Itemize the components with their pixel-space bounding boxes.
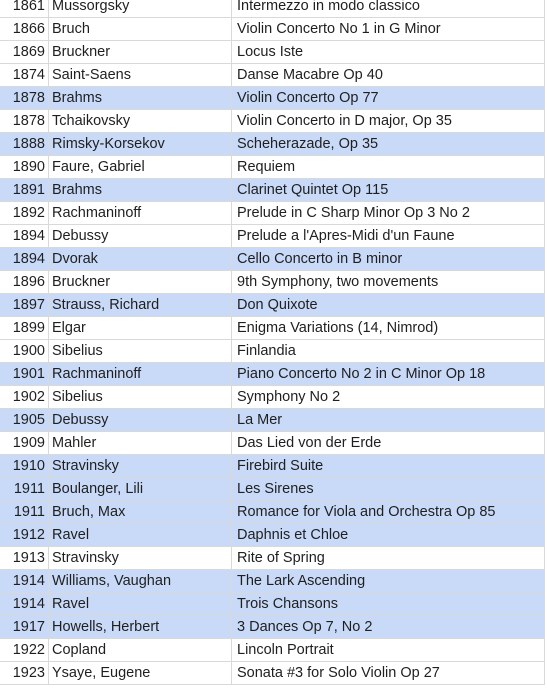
work-cell[interactable]: Intermezzo in modo classico [232, 0, 545, 17]
year-cell[interactable]: 1902 [0, 386, 49, 408]
table-row [0, 340, 545, 363]
year-cell[interactable]: 1869 [0, 41, 49, 63]
composer-cell[interactable]: Dvorak [49, 248, 232, 270]
composer-cell[interactable]: Mahler [49, 432, 232, 454]
composer-cell[interactable]: Stravinsky [49, 455, 232, 477]
year-cell[interactable]: 1899 [0, 317, 49, 339]
composer-cell[interactable]: Brahms [49, 87, 232, 109]
work-cell[interactable]: The Lark Ascending [232, 570, 545, 592]
work-cell[interactable]: Finlandia [232, 340, 545, 362]
composer-cell[interactable]: Saint-Saens [49, 64, 232, 86]
composer-cell[interactable]: Brahms [49, 179, 232, 201]
table-row [0, 363, 545, 386]
year-cell[interactable]: 1878 [0, 110, 49, 132]
composer-cell[interactable]: Bruckner [49, 271, 232, 293]
composer-cell[interactable]: Boulanger, Lili [49, 478, 232, 500]
year-cell[interactable]: 1914 [0, 593, 49, 615]
year-cell[interactable]: 1911 [0, 478, 49, 500]
table-row [0, 662, 545, 685]
work-cell[interactable]: Requiem [232, 156, 545, 178]
year-cell[interactable]: 1894 [0, 248, 49, 270]
work-cell[interactable]: Don Quixote [232, 294, 545, 316]
table-row [0, 87, 545, 110]
work-cell[interactable]: Daphnis et Chloe [232, 524, 545, 546]
table-row [0, 478, 545, 501]
year-cell[interactable]: 1923 [0, 662, 49, 684]
year-cell[interactable]: 1912 [0, 524, 49, 546]
work-cell[interactable]: Das Lied von der Erde [232, 432, 545, 454]
work-cell[interactable]: Les Sirenes [232, 478, 545, 500]
composer-cell[interactable]: Bruch [49, 18, 232, 40]
table-row [0, 547, 545, 570]
table-row [0, 248, 545, 271]
work-cell[interactable]: Romance for Viola and Orchestra Op 85 [232, 501, 545, 523]
year-cell[interactable]: 1878 [0, 87, 49, 109]
year-cell[interactable]: 1909 [0, 432, 49, 454]
composer-cell[interactable]: Williams, Vaughan [49, 570, 232, 592]
table-row [0, 570, 545, 593]
year-cell[interactable]: 1890 [0, 156, 49, 178]
composer-cell[interactable]: Copland [49, 639, 232, 661]
composer-cell[interactable]: Ravel [49, 593, 232, 615]
table-row [0, 639, 545, 662]
work-cell[interactable]: Clarinet Quintet Op 115 [232, 179, 545, 201]
table-row [0, 593, 545, 616]
composer-cell[interactable]: Howells, Herbert [49, 616, 232, 638]
table-row [0, 455, 545, 478]
work-cell[interactable]: Violin Concerto in D major, Op 35 [232, 110, 545, 132]
table-row [0, 432, 545, 455]
table-row [0, 0, 545, 18]
composer-cell[interactable]: Mussorgsky [49, 0, 232, 17]
composer-cell[interactable]: Debussy [49, 409, 232, 431]
table-row [0, 317, 545, 340]
work-cell[interactable]: Locus Iste [232, 41, 545, 63]
year-cell[interactable]: 1913 [0, 547, 49, 569]
composer-cell[interactable]: Rachmaninoff [49, 202, 232, 224]
table-row [0, 294, 545, 317]
table-row [0, 133, 545, 156]
table-row [0, 64, 545, 87]
table-row [0, 409, 545, 432]
composer-cell[interactable]: Faure, Gabriel [49, 156, 232, 178]
table-row [0, 616, 545, 639]
work-cell[interactable]: 9th Symphony, two movements [232, 271, 545, 293]
work-cell[interactable]: Prelude in C Sharp Minor Op 3 No 2 [232, 202, 545, 224]
year-cell[interactable]: 1891 [0, 179, 49, 201]
composer-cell[interactable]: Debussy [49, 225, 232, 247]
year-cell[interactable]: 1922 [0, 639, 49, 661]
composer-cell[interactable]: Sibelius [49, 340, 232, 362]
work-cell[interactable]: Trois Chansons [232, 593, 545, 615]
composer-cell[interactable]: Bruckner [49, 41, 232, 63]
composer-cell[interactable]: Bruch, Max [49, 501, 232, 523]
composer-cell[interactable]: Tchaikovsky [49, 110, 232, 132]
work-cell[interactable]: Scheherazade, Op 35 [232, 133, 545, 155]
composer-cell[interactable]: Strauss, Richard [49, 294, 232, 316]
year-cell[interactable]: 1861 [0, 0, 49, 17]
year-cell[interactable]: 1874 [0, 64, 49, 86]
work-cell[interactable]: Violin Concerto Op 77 [232, 87, 545, 109]
table-row [0, 225, 545, 248]
work-cell[interactable]: La Mer [232, 409, 545, 431]
table-row [0, 202, 545, 225]
work-cell[interactable]: Enigma Variations (14, Nimrod) [232, 317, 545, 339]
table-row [0, 501, 545, 524]
year-cell[interactable]: 1897 [0, 294, 49, 316]
year-cell[interactable]: 1866 [0, 18, 49, 40]
table-row [0, 179, 545, 202]
year-cell[interactable]: 1894 [0, 225, 49, 247]
composer-cell[interactable]: Rachmaninoff [49, 363, 232, 385]
work-cell[interactable]: Symphony No 2 [232, 386, 545, 408]
work-cell[interactable]: Danse Macabre Op 40 [232, 64, 545, 86]
year-cell[interactable]: 1914 [0, 570, 49, 592]
work-cell[interactable]: Rite of Spring [232, 547, 545, 569]
work-cell[interactable]: Firebird Suite [232, 455, 545, 477]
work-cell[interactable]: Cello Concerto in B minor [232, 248, 545, 270]
year-cell[interactable]: 1905 [0, 409, 49, 431]
composer-cell[interactable]: Ravel [49, 524, 232, 546]
composer-cell[interactable]: Rimsky-Korsekov [49, 133, 232, 155]
table-row [0, 41, 545, 64]
year-cell[interactable]: 1892 [0, 202, 49, 224]
table-row [0, 18, 545, 41]
year-cell[interactable]: 1901 [0, 363, 49, 385]
work-cell[interactable]: Sonata #3 for Solo Violin Op 27 [232, 662, 545, 684]
year-cell[interactable]: 1917 [0, 616, 49, 638]
table-row [0, 386, 545, 409]
table-row [0, 271, 545, 294]
work-cell[interactable]: 3 Dances Op 7, No 2 [232, 616, 545, 638]
table-row [0, 110, 545, 133]
table-row [0, 524, 545, 547]
work-cell[interactable]: Piano Concerto No 2 in C Minor Op 18 [232, 363, 545, 385]
year-cell[interactable]: 1900 [0, 340, 49, 362]
year-cell[interactable]: 1910 [0, 455, 49, 477]
composer-cell[interactable]: Ysaye, Eugene [49, 662, 232, 684]
work-cell[interactable]: Violin Concerto No 1 in G Minor [232, 18, 545, 40]
work-cell[interactable]: Lincoln Portrait [232, 639, 545, 661]
composer-cell[interactable]: Sibelius [49, 386, 232, 408]
work-cell[interactable]: Prelude a l'Apres-Midi d'un Faune [232, 225, 545, 247]
composer-cell[interactable]: Stravinsky [49, 547, 232, 569]
year-cell[interactable]: 1911 [0, 501, 49, 523]
year-cell[interactable]: 1896 [0, 271, 49, 293]
composer-cell[interactable]: Elgar [49, 317, 232, 339]
table-row [0, 156, 545, 179]
year-cell[interactable]: 1888 [0, 133, 49, 155]
